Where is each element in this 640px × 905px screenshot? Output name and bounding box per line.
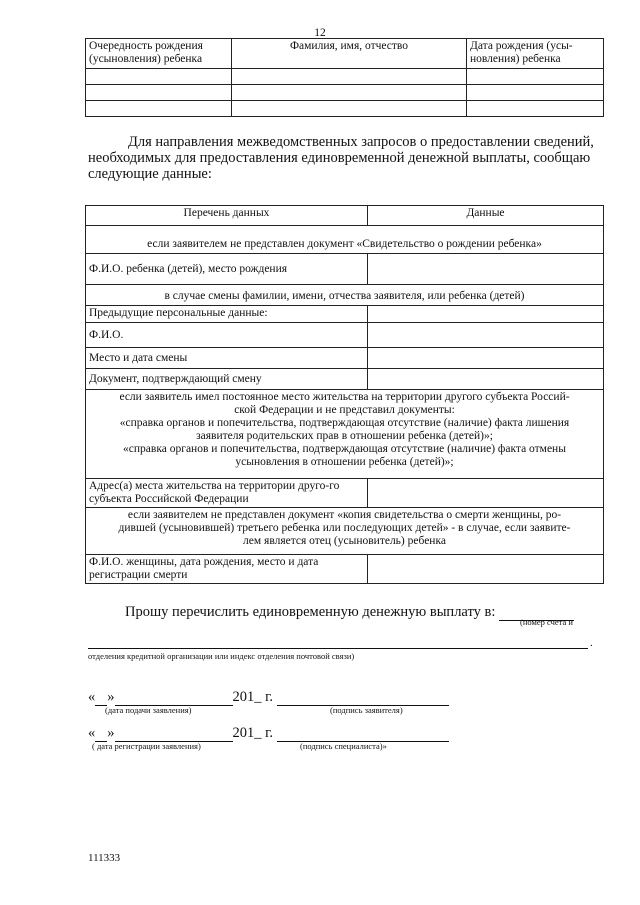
quote-close: » xyxy=(107,689,115,705)
table-row xyxy=(86,85,604,101)
table-cell[interactable] xyxy=(467,69,604,85)
table-row xyxy=(86,348,604,369)
quote-close: » xyxy=(107,725,115,741)
intro-line: Для направления межведомственных запросов о предоставлении сведений, xyxy=(128,134,594,150)
table-cell[interactable] xyxy=(86,85,232,101)
children-table xyxy=(85,38,604,117)
row-label: Ф.И.О. женщины, дата рождения, место и дата регистрации смерти xyxy=(86,555,368,584)
intro-line: необходимых для предоставления единовременной денежной выплаты, сообщаю xyxy=(88,150,591,166)
table-row xyxy=(86,101,604,117)
payment-request xyxy=(125,604,574,621)
data-input-cell[interactable] xyxy=(368,555,604,584)
table-row xyxy=(86,306,604,323)
branch-field-line[interactable] xyxy=(88,648,588,649)
applicant-signature-caption: (подпись заявителя) xyxy=(330,705,403,715)
quote-open: « xyxy=(88,689,96,705)
day-field[interactable] xyxy=(95,691,107,706)
intro-paragraph xyxy=(88,134,618,182)
section-row xyxy=(86,390,604,479)
specialist-signature-caption: (подпись специалиста)» xyxy=(300,741,387,751)
day-field[interactable] xyxy=(95,727,107,742)
row-label: Документ, подтверждающий смену xyxy=(86,369,368,390)
table-row xyxy=(86,254,604,285)
table-row xyxy=(86,390,604,479)
table-cell[interactable] xyxy=(467,101,604,117)
table-row xyxy=(86,479,604,508)
data-input-cell[interactable] xyxy=(368,479,604,508)
month-field[interactable] xyxy=(115,727,233,742)
row-label: Ф.И.О. ребенка (детей), место рождения xyxy=(86,254,368,285)
table-cell[interactable] xyxy=(86,101,232,117)
column-header: Перечень данных xyxy=(86,206,368,226)
table-row xyxy=(86,323,604,348)
data-table xyxy=(85,205,604,584)
registration-date-caption: ( дата регистрации заявления) xyxy=(92,741,201,751)
column-header: Данные xyxy=(368,206,604,226)
data-input-cell[interactable] xyxy=(368,348,604,369)
applicant-signature-field[interactable] xyxy=(277,691,449,706)
column-header: Дата рождения (усы-новления) ребенка xyxy=(467,39,604,69)
branch-caption: отделения кредитной организации или индекс отделения почтовой связи) xyxy=(88,651,355,661)
table-row xyxy=(86,369,604,390)
table-cell[interactable] xyxy=(86,69,232,85)
section-line: если заявитель имел постоянное место жительства на территории другого субъекта Россий- xyxy=(119,391,570,403)
section-line: ской Федерации и не представил документы: xyxy=(234,404,455,416)
request-text: Прошу перечислить единовременную денежную выплату в: xyxy=(125,604,496,620)
table-row xyxy=(86,206,604,226)
column-header: Фамилия, имя, отчество xyxy=(232,39,467,69)
data-input-cell[interactable] xyxy=(368,254,604,285)
data-input-cell[interactable] xyxy=(368,323,604,348)
section-line: дившей (усыновившей) третьего ребенка или последующих детей» - в случае, если заявите- xyxy=(118,522,571,534)
row-label: Место и дата смены xyxy=(86,348,368,369)
page-number: 12 xyxy=(314,27,326,39)
section-line: «справка органов и попечительства, подтверждающая отсутствие (наличие) факта лишения xyxy=(119,417,570,429)
data-input-cell[interactable] xyxy=(368,369,604,390)
section-line: если заявителем не представлен документ «копия свидетельства о смерти женщины, ро- xyxy=(127,509,562,521)
intro-line: следующие данные: xyxy=(88,166,212,182)
section-line: усыновления в отношении ребенка (детей)»; xyxy=(235,456,454,468)
table-row xyxy=(86,69,604,85)
row-label: Адрес(а) места жительства на территории друго-го субъекта Российской Федерации xyxy=(86,479,368,508)
quote-open: « xyxy=(88,725,96,741)
footer-code: 111333 xyxy=(88,852,121,864)
section-row: в случае смены фамилии, имени, отчества заявителя, или ребенка (детей) xyxy=(86,285,604,306)
account-caption: (номер счета и xyxy=(520,617,573,627)
dot-mark: . xyxy=(590,637,593,649)
table-cell[interactable] xyxy=(467,85,604,101)
table-row xyxy=(86,39,604,69)
section-line: заявителя родительских прав в отношении ребенка (детей)»; xyxy=(196,430,493,442)
application-date-row xyxy=(88,689,449,706)
section-line: лем является отец (усыновитель) ребенка xyxy=(243,535,446,547)
application-date-caption: (дата подачи заявления) xyxy=(105,705,192,715)
data-input-cell[interactable] xyxy=(368,306,604,323)
table-row xyxy=(86,508,604,555)
registration-date-row xyxy=(88,725,449,742)
table-cell[interactable] xyxy=(232,101,467,117)
section-row xyxy=(86,508,604,555)
table-cell[interactable] xyxy=(232,85,467,101)
section-line: «справка органов и попечительства, подтверждающая отсутствие (наличие) факта отмены xyxy=(123,443,566,455)
table-row xyxy=(86,555,604,584)
column-header: Очередность рождения (усыновления) ребенка xyxy=(86,39,232,69)
row-label: Ф.И.О. xyxy=(86,323,368,348)
table-row xyxy=(86,226,604,254)
year-label: 201_ г. xyxy=(232,689,274,705)
year-label: 201_ г. xyxy=(232,725,274,741)
table-row xyxy=(86,285,604,306)
table-cell[interactable] xyxy=(232,69,467,85)
specialist-signature-field[interactable] xyxy=(277,727,449,742)
row-label: Предыдущие персональные данные: xyxy=(86,306,368,323)
month-field[interactable] xyxy=(115,691,233,706)
section-row: если заявителем не представлен документ «Свидетельство о рождении ребенка» xyxy=(86,226,604,254)
